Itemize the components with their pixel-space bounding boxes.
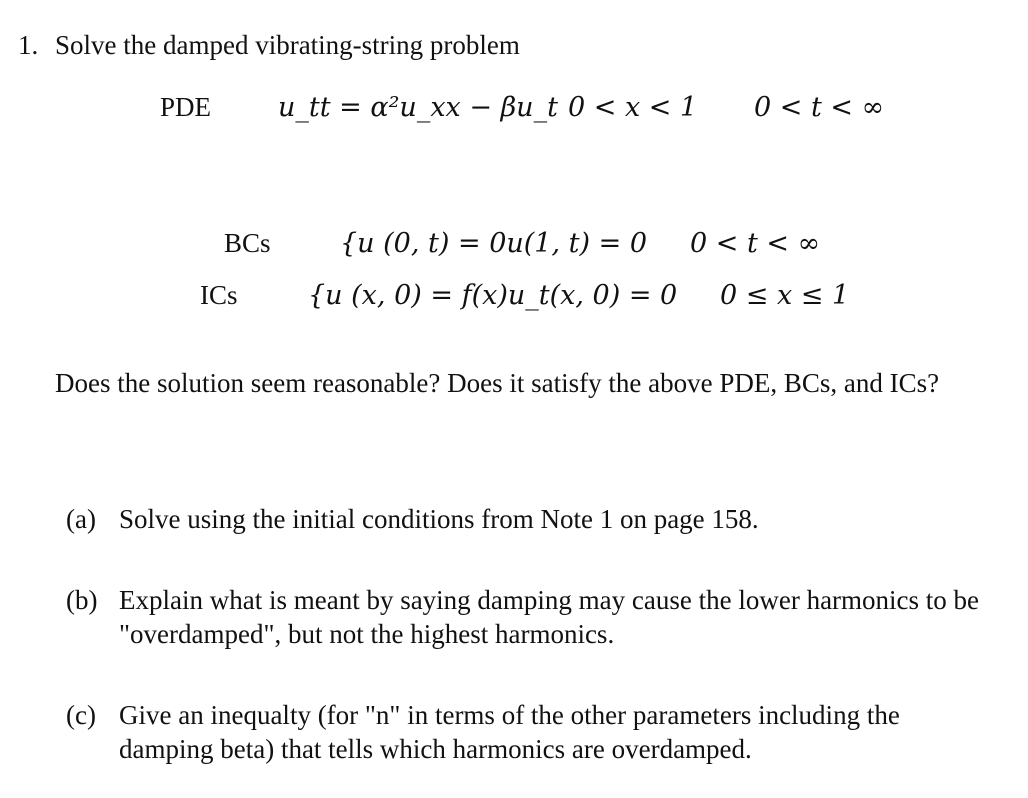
ics-label: ICs: [200, 280, 238, 310]
part-b-text: Explain what is meant by saying damping may cause the lower harmonics to be "overdamped", but not the highest harmonics.: [119, 585, 980, 649]
pde-equation: u_tt = α²u_xx − βu_t: [278, 92, 558, 123]
part-a-text: Solve using the initial conditions from Note 1 on page 158.: [119, 504, 759, 534]
bcs-range: 0 < t < ∞: [690, 228, 821, 259]
problem-number: 1.: [18, 30, 39, 60]
bcs-label: BCs: [224, 228, 271, 258]
bcs-equation: {u (0, t) = 0u(1, t) = 0: [340, 228, 647, 259]
pde-t-range: 0 < t < ∞: [754, 92, 885, 123]
ics-range: 0 ≤ x ≤ 1: [720, 280, 850, 311]
question-paragraph: Does the solution seem reasonable? Does it satisfy the above PDE, BCs, and ICs?: [55, 368, 940, 398]
pde-x-range: 0 < x < 1: [568, 92, 698, 123]
pde-label: PDE: [160, 92, 212, 122]
part-b-marker: (b): [66, 585, 98, 615]
part-a-marker: (a): [66, 504, 96, 534]
part-c-text: Give an inequalty (for "n" in terms of the other parameters including the damping beta) that tells which harmonics are overdamped.: [119, 700, 900, 764]
problem-title: Solve the damped vibrating-string problem: [55, 30, 520, 60]
part-c-marker: (c): [66, 700, 96, 730]
ics-equation: {u (x, 0) = f(x)u_t(x, 0) = 0: [308, 280, 678, 311]
